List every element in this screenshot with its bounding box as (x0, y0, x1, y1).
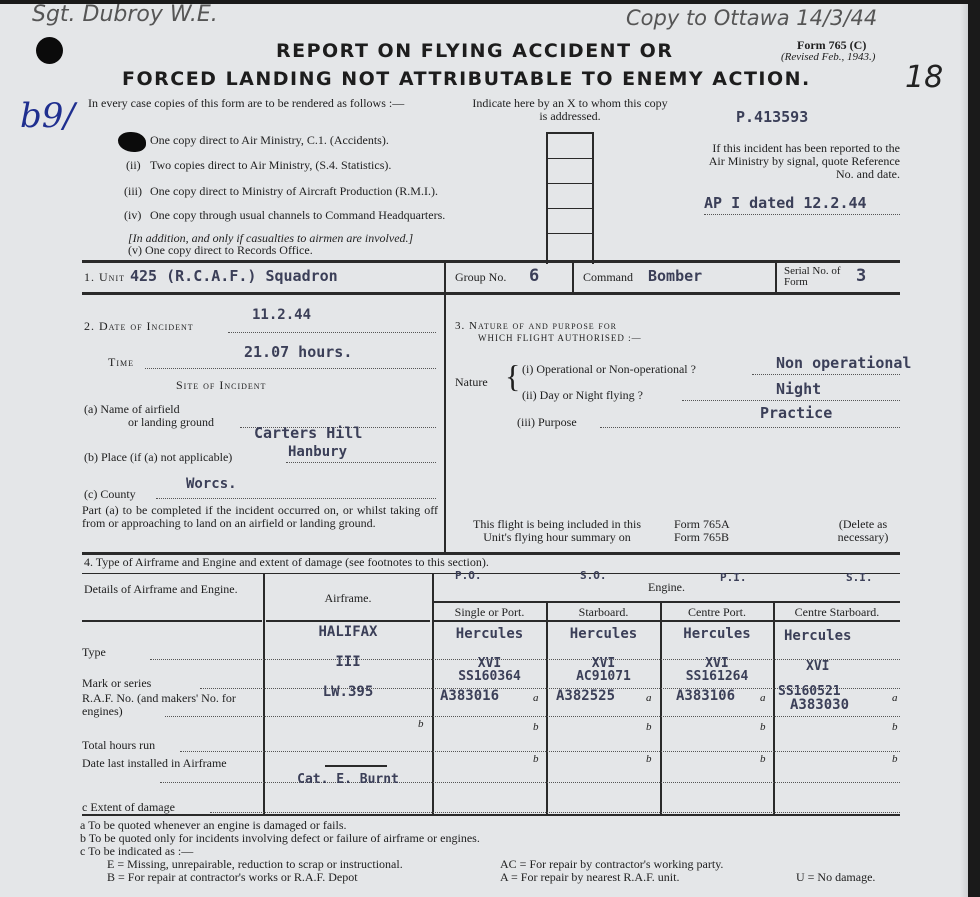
purpose-value: Practice (760, 404, 833, 422)
day-night-question: (ii) Day or Night flying ? (522, 388, 643, 402)
damage-code-ac: AC = For repair by contractor's working party. (500, 857, 724, 871)
accident-report-form (0, 4, 968, 897)
time-label: Time (108, 355, 134, 369)
operational-question: (i) Operational or Non-operational ? (522, 362, 696, 376)
brace-icon: { (505, 358, 521, 394)
summary-label: This flight is being included in this Unit's flying hour summary on (473, 517, 641, 544)
addressee-checkbox-4[interactable] (548, 209, 592, 234)
engine-col-starboard: Starboard. (578, 605, 629, 619)
engine-col-port: Single or Port. (454, 605, 525, 619)
summary-form-options[interactable] (674, 518, 730, 544)
casualty-note: [In addition, and only if casualties to airmen are involved.] (128, 231, 414, 245)
engine-1-makers-no: SS160364 (458, 669, 521, 684)
engine-position-port-outer: P.O. (455, 569, 482, 582)
engine-position-port-inner: P.I. (720, 571, 747, 584)
addressee-checkbox-column (546, 132, 594, 264)
addressee-checkbox-1[interactable] (548, 134, 592, 159)
row-label-date-installed: Date last installed in Airframe (82, 756, 227, 770)
row-label-type: Type (82, 645, 106, 659)
footnote-b-mark: b (418, 718, 424, 730)
signal-note: If this incident has been reported to the Air Ministry by signal, quote Reference No. and date. (708, 141, 900, 181)
distribution-item-3-num: (iii) (124, 184, 142, 198)
damage-code-e: E = Missing, unrepairable, reduction to scrap or instructional. (107, 857, 403, 871)
row-label-total-hours: Total hours run (82, 738, 156, 752)
command-label: Command (583, 270, 633, 284)
handwritten-margin-mark: b9/ (20, 96, 75, 136)
row-label-raf-no: R.A.F. No. (and makers' No. for engines) (82, 691, 236, 718)
footnote-a-mark: a (760, 692, 766, 704)
airframe-column-header: Airframe. (324, 591, 372, 605)
form-765a-option[interactable]: Form 765A (674, 517, 730, 531)
footnote-b-mark: b (760, 721, 766, 733)
airframe-type-value: HALIFAX (318, 624, 378, 640)
punch-hole-icon (36, 37, 63, 64)
section3-heading-cont: WHICH FLIGHT AUTHORISED :— (478, 333, 642, 343)
file-reference-number: P.413593 (736, 108, 809, 126)
footnote-a: a To be quoted whenever an engine is damaged or fails. (80, 818, 347, 832)
distribution-intro: In every case copies of this form are to be rendered as follows :— (88, 96, 405, 110)
engine-2-mark: XVI (591, 656, 616, 671)
day-night-value: Night (776, 380, 822, 398)
distribution-item-2: Two copies direct to Air Ministry, (S.4. Statistics). (150, 158, 392, 172)
section4-heading: 4. Type of Airframe and Engine and extent of damage (see footnotes to this section). (84, 555, 489, 569)
details-column-header: Details of Airframe and Engine. (84, 582, 238, 596)
footnote-a-mark: a (646, 692, 652, 704)
handwritten-copy-note: Copy to Ottawa 14/3/44 (626, 6, 878, 30)
footnote-a-mark: a (533, 692, 539, 704)
distribution-item-1: One copy direct to Air Ministry, C.1. (Accidents). (150, 133, 389, 147)
county-label: (c) County (84, 487, 136, 501)
engine-4-mark: XVI (806, 659, 830, 674)
engine-4-raf-no: A383030 (790, 697, 850, 713)
addressee-checkbox-2[interactable] (548, 159, 592, 184)
date-label: 2. Date of Incident (84, 319, 194, 333)
engine-1-type: Hercules (455, 626, 524, 642)
airframe-raf-no-value: LW.395 (322, 684, 374, 700)
serial-label: Serial No. of Form (784, 265, 841, 288)
distribution-item-4-num: (iv) (124, 208, 142, 222)
engine-col-centre-starboard: Centre Starboard. (794, 605, 880, 619)
title-line-2: FORCED LANDING NOT ATTRIBUTABLE TO ENEMY ACTION. (122, 68, 811, 90)
handwritten-name: Sgt. Dubroy W.E. (32, 2, 218, 27)
date-value: 11.2.44 (252, 307, 312, 323)
footnote-b-mark: b (646, 753, 652, 765)
engine-4-type: Hercules (784, 628, 852, 644)
nature-label: Nature (455, 375, 488, 389)
damage-code-a: A = For repair by nearest R.A.F. unit. (500, 870, 680, 884)
airfield-value: Carters Hill (254, 424, 363, 442)
indicate-label: Indicate here by an X to whom this copy is addressed. (472, 96, 668, 123)
footnote-b-mark: b (892, 753, 898, 765)
footnote-a-mark: a (892, 692, 898, 704)
engine-column-header: Engine. (648, 580, 685, 594)
airframe-damage-value: Cat. E. Burnt (297, 772, 399, 787)
serial-value: 3 (856, 266, 867, 286)
purpose-question: (iii) Purpose (517, 415, 577, 429)
form-number: Form 765 (C) (797, 38, 867, 52)
place-value: Hanbury (288, 444, 348, 460)
distribution-item-4: One copy through usual channels to Command Headquarters. (150, 208, 446, 222)
addressee-checkbox-5[interactable] (548, 234, 592, 258)
time-value: 21.07 hours. (244, 343, 353, 361)
distribution-item-5: (v) One copy direct to Records Office. (128, 243, 313, 257)
damage-code-u: U = No damage. (796, 870, 876, 884)
engine-2-raf-no: A382525 (556, 688, 616, 704)
signal-reference-value: AP I dated 12.2.44 (704, 194, 900, 215)
place-label: (b) Place (if (a) not applicable) (84, 450, 233, 464)
footnote-b-mark: b (533, 753, 539, 765)
delete-note: (Delete as necessary) (837, 517, 889, 544)
handwritten-page-number: 18 (905, 60, 944, 95)
damage-code-b: B = For repair at contractor's works or R.A.F. Depot (107, 870, 358, 884)
engine-position-starboard-inner: S.I. (846, 571, 873, 584)
footnote-b: b To be quoted only for incidents involving defect or failure of airframe or engines. (80, 831, 480, 845)
operational-value: Non operational (776, 354, 912, 372)
distribution-item-2-num: (ii) (126, 158, 141, 172)
title-line-1: REPORT ON FLYING ACCIDENT OR (276, 40, 674, 62)
addressee-checkbox-3[interactable] (548, 184, 592, 209)
engine-3-makers-no: SS161264 (685, 669, 749, 684)
engine-4-makers-no: SS160521 (778, 684, 841, 699)
footnote-b-mark: b (646, 721, 652, 733)
engine-1-raf-no: A383016 (440, 688, 500, 704)
engine-position-starboard-outer: S.O. (580, 569, 607, 582)
section3-heading: 3. Nature of and purpose for (455, 320, 617, 332)
engine-1-mark: XVI (477, 656, 502, 671)
ink-blot-icon (118, 132, 146, 152)
engine-2-makers-no: AC91071 (576, 669, 631, 684)
engine-3-type: Hercules (683, 626, 751, 642)
row-label-mark: Mark or series (82, 676, 152, 690)
command-value: Bomber (648, 267, 703, 285)
footnote-b-mark: b (760, 753, 766, 765)
distribution-item-3: One copy direct to Ministry of Aircraft Production (R.M.I.). (150, 184, 438, 198)
group-label: Group No. (455, 270, 507, 284)
county-value: Worcs. (186, 476, 237, 492)
footnote-b-mark: b (533, 721, 539, 733)
site-note: Part (a) to be completed if the incident occurred on, or whilst taking off from or approaching to land on an airfield or landing ground. (82, 503, 438, 530)
engine-col-centre-port: Centre Port. (688, 605, 746, 619)
footnote-c: c To be indicated as :— (80, 844, 194, 858)
row-label-extent: c Extent of damage (82, 800, 175, 814)
airframe-mark-value: III (335, 654, 361, 670)
airfield-label-cont: or landing ground (128, 415, 214, 429)
unit-label: 1. Unit (84, 270, 125, 284)
engine-2-type: Hercules (569, 626, 638, 642)
engine-3-raf-no: A383106 (676, 688, 736, 704)
form-765b-option[interactable]: Form 765B (674, 530, 730, 544)
unit-value: 425 (R.C.A.F.) Squadron (130, 267, 338, 285)
airfield-label: (a) Name of airfield (84, 402, 180, 416)
footnote-b-mark: b (892, 721, 898, 733)
group-value: 6 (529, 266, 540, 286)
engine-3-mark: XVI (705, 656, 729, 671)
form-revision: (Revised Feb., 1943.) (781, 51, 876, 63)
site-heading: Site of Incident (176, 378, 267, 392)
